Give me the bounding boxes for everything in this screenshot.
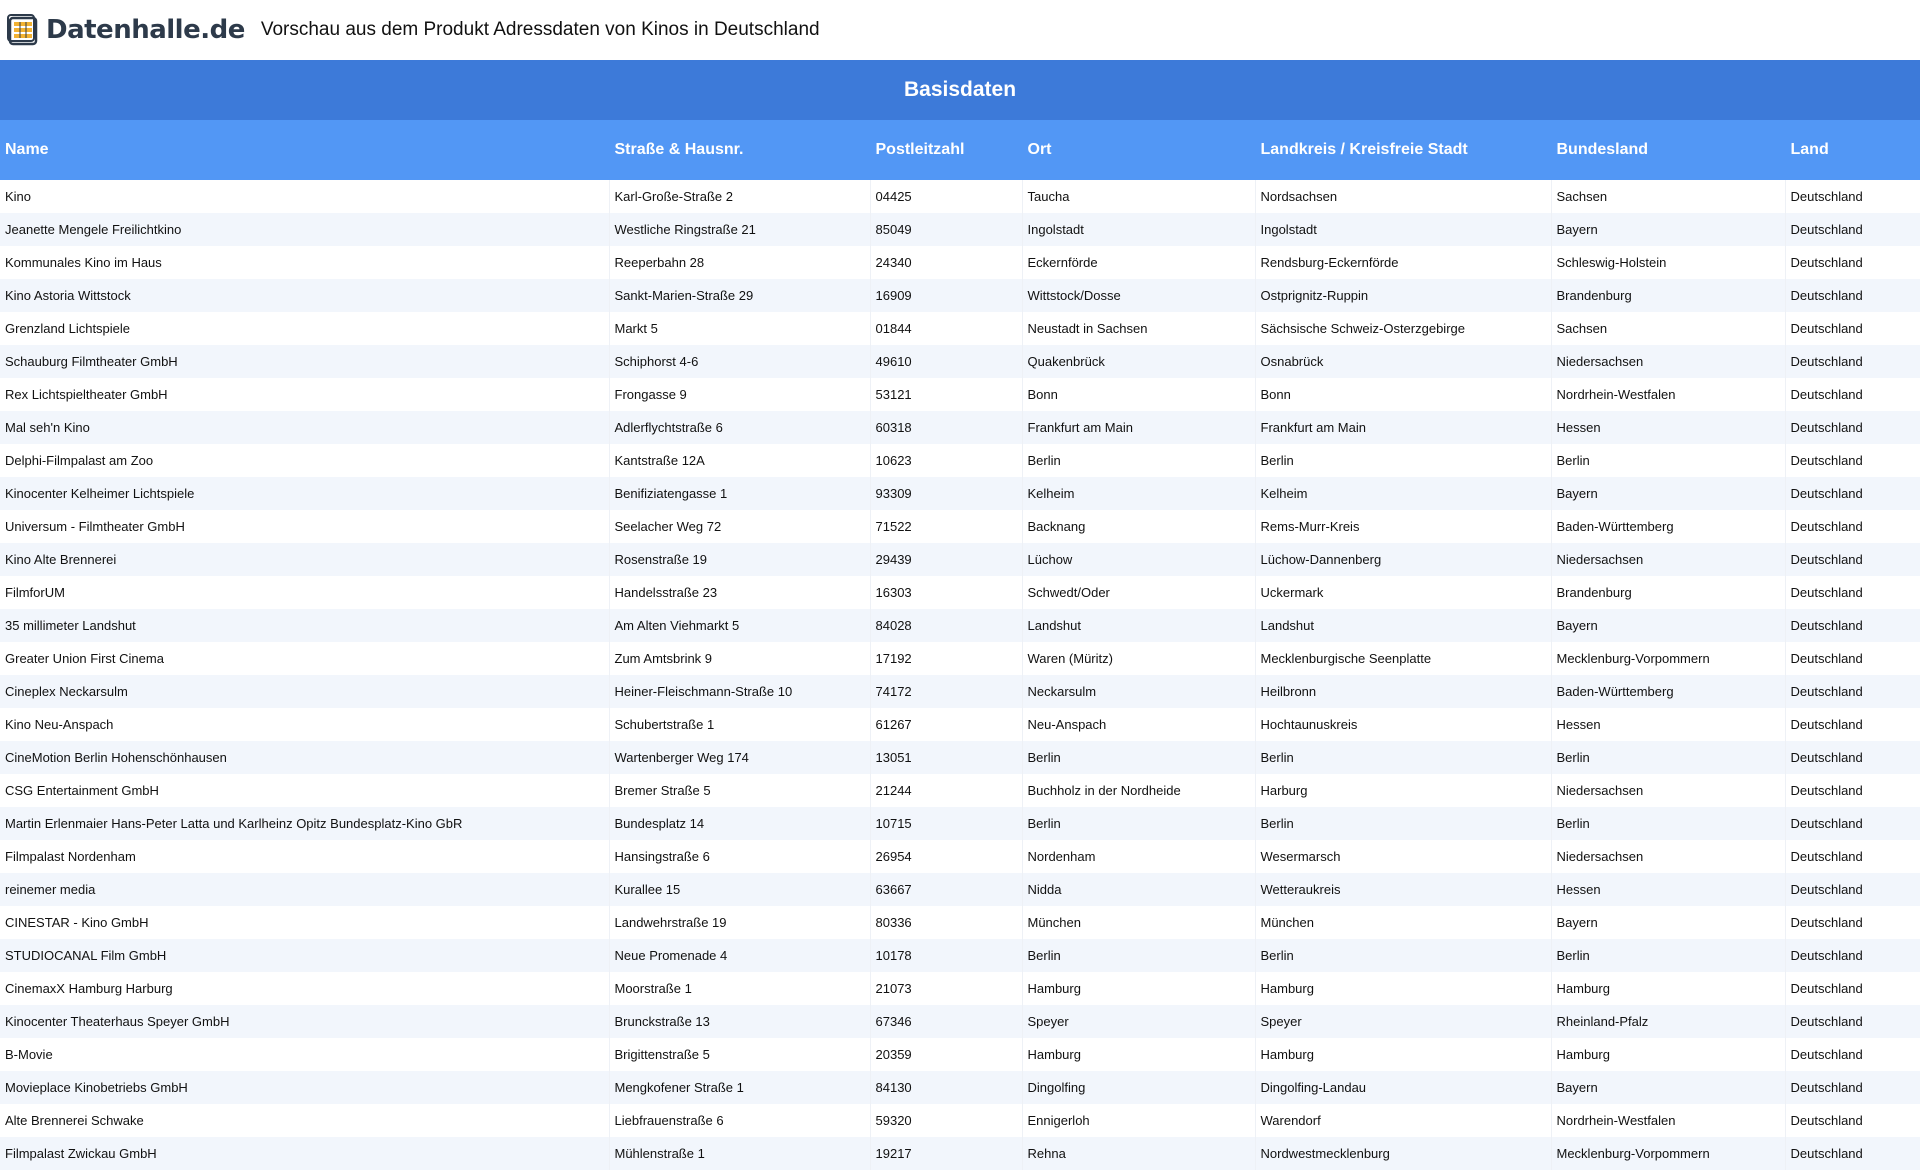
cell-name: Kommunales Kino im Haus [0, 246, 609, 279]
table-row [0, 840, 1920, 873]
cell-city: Bonn [1022, 378, 1255, 411]
cell-postcode: 16303 [870, 576, 1022, 609]
column-header-row [0, 120, 1920, 180]
cell-name: Filmpalast Zwickau GmbH [0, 1137, 609, 1170]
cell-postcode: 63667 [870, 873, 1022, 906]
cell-city: Berlin [1022, 444, 1255, 477]
cell-street: Schiphorst 4-6 [609, 345, 870, 378]
top-bar [0, 0, 1920, 60]
cell-country: Deutschland [1785, 609, 1920, 642]
cell-city: Kelheim [1022, 477, 1255, 510]
column-header-district[interactable]: Landkreis / Kreisfreie Stadt [1255, 120, 1551, 180]
cell-street: Seelacher Weg 72 [609, 510, 870, 543]
cell-street: Mengkofener Straße 1 [609, 1071, 870, 1104]
cell-district: Frankfurt am Main [1255, 411, 1551, 444]
cell-district: Lüchow-Dannenberg [1255, 543, 1551, 576]
cell-district: Nordwestmecklenburg [1255, 1137, 1551, 1170]
cell-name: Mal seh'n Kino [0, 411, 609, 444]
cell-state: Sachsen [1551, 312, 1785, 345]
cell-street: Sankt-Marien-Straße 29 [609, 279, 870, 312]
cell-country: Deutschland [1785, 939, 1920, 972]
cell-postcode: 10178 [870, 939, 1022, 972]
cell-state: Nordrhein-Westfalen [1551, 1104, 1785, 1137]
table-row [0, 873, 1920, 906]
cell-postcode: 74172 [870, 675, 1022, 708]
cell-name: Martin Erlenmaier Hans-Peter Latta und Karlheinz Opitz Bundesplatz-Kino GbR [0, 807, 609, 840]
cell-street: Adlerflychtstraße 6 [609, 411, 870, 444]
cell-street: Kantstraße 12A [609, 444, 870, 477]
cell-postcode: 10623 [870, 444, 1022, 477]
cell-postcode: 04425 [870, 180, 1022, 213]
cell-name: Delphi-Filmpalast am Zoo [0, 444, 609, 477]
column-header-street[interactable]: Straße & Hausnr. [609, 120, 870, 180]
cell-postcode: 59320 [870, 1104, 1022, 1137]
data-table-container [0, 60, 1920, 1170]
cell-street: Handelsstraße 23 [609, 576, 870, 609]
cell-city: Wittstock/Dosse [1022, 279, 1255, 312]
cell-state: Baden-Württemberg [1551, 675, 1785, 708]
cell-city: Neu-Anspach [1022, 708, 1255, 741]
cell-state: Niedersachsen [1551, 774, 1785, 807]
table-row [0, 675, 1920, 708]
cell-state: Niedersachsen [1551, 345, 1785, 378]
cell-postcode: 61267 [870, 708, 1022, 741]
cell-street: Rosenstraße 19 [609, 543, 870, 576]
cell-state: Schleswig-Holstein [1551, 246, 1785, 279]
page-title: Vorschau aus dem Produkt Adressdaten von Kinos in Deutschland [260, 19, 820, 40]
cell-postcode: 01844 [870, 312, 1022, 345]
cell-postcode: 20359 [870, 1038, 1022, 1071]
cell-name: Kino Alte Brennerei [0, 543, 609, 576]
cell-name: CineMotion Berlin Hohenschönhausen [0, 741, 609, 774]
cell-name: Filmpalast Nordenham [0, 840, 609, 873]
cell-postcode: 71522 [870, 510, 1022, 543]
cell-city: Frankfurt am Main [1022, 411, 1255, 444]
cell-postcode: 26954 [870, 840, 1022, 873]
cell-street: Karl-Große-Straße 2 [609, 180, 870, 213]
cell-city: Backnang [1022, 510, 1255, 543]
table-row [0, 1137, 1920, 1170]
cell-city: Buchholz in der Nordheide [1022, 774, 1255, 807]
cell-city: Waren (Müritz) [1022, 642, 1255, 675]
cell-district: Rems-Murr-Kreis [1255, 510, 1551, 543]
table-row [0, 1005, 1920, 1038]
cell-city: Hamburg [1022, 972, 1255, 1005]
cell-postcode: 16909 [870, 279, 1022, 312]
table-row [0, 279, 1920, 312]
cell-street: Brigittenstraße 5 [609, 1038, 870, 1071]
table-row [0, 642, 1920, 675]
cell-name: Kino [0, 180, 609, 213]
cell-postcode: 21073 [870, 972, 1022, 1005]
cell-postcode: 10715 [870, 807, 1022, 840]
cell-country: Deutschland [1785, 411, 1920, 444]
cell-country: Deutschland [1785, 378, 1920, 411]
cell-name: CSG Entertainment GmbH [0, 774, 609, 807]
cell-name: Universum - Filmtheater GmbH [0, 510, 609, 543]
data-table [0, 60, 1920, 1170]
logo-text: Datenhalle.de [46, 15, 245, 45]
cell-country: Deutschland [1785, 1005, 1920, 1038]
cell-postcode: 80336 [870, 906, 1022, 939]
cell-state: Hamburg [1551, 972, 1785, 1005]
cell-district: Heilbronn [1255, 675, 1551, 708]
cell-country: Deutschland [1785, 213, 1920, 246]
cell-country: Deutschland [1785, 1104, 1920, 1137]
cell-district: Warendorf [1255, 1104, 1551, 1137]
table-row [0, 312, 1920, 345]
table-row [0, 609, 1920, 642]
cell-state: Hessen [1551, 873, 1785, 906]
cell-district: Hamburg [1255, 972, 1551, 1005]
cell-name: Rex Lichtspieltheater GmbH [0, 378, 609, 411]
column-header-country[interactable]: Land [1785, 120, 1920, 180]
cell-city: Hamburg [1022, 1038, 1255, 1071]
cell-country: Deutschland [1785, 741, 1920, 774]
cell-country: Deutschland [1785, 477, 1920, 510]
cell-state: Rheinland-Pfalz [1551, 1005, 1785, 1038]
cell-city: Lüchow [1022, 543, 1255, 576]
cell-country: Deutschland [1785, 345, 1920, 378]
cell-district: Sächsische Schweiz-Osterzgebirge [1255, 312, 1551, 345]
cell-district: Berlin [1255, 939, 1551, 972]
cell-city: Neckarsulm [1022, 675, 1255, 708]
table-row [0, 774, 1920, 807]
cell-country: Deutschland [1785, 873, 1920, 906]
cell-country: Deutschland [1785, 1038, 1920, 1071]
cell-street: Mühlenstraße 1 [609, 1137, 870, 1170]
cell-country: Deutschland [1785, 576, 1920, 609]
cell-city: Eckernförde [1022, 246, 1255, 279]
cell-postcode: 53121 [870, 378, 1022, 411]
table-row [0, 972, 1920, 1005]
cell-name: B-Movie [0, 1038, 609, 1071]
cell-name: Grenzland Lichtspiele [0, 312, 609, 345]
cell-country: Deutschland [1785, 246, 1920, 279]
cell-state: Bayern [1551, 609, 1785, 642]
cell-postcode: 85049 [870, 213, 1022, 246]
cell-district: Landshut [1255, 609, 1551, 642]
cell-street: Benifiziatengasse 1 [609, 477, 870, 510]
cell-street: Heiner-Fleischmann-Straße 10 [609, 675, 870, 708]
cell-state: Niedersachsen [1551, 840, 1785, 873]
table-row [0, 378, 1920, 411]
cell-district: Kelheim [1255, 477, 1551, 510]
table-row [0, 1071, 1920, 1104]
cell-state: Bayern [1551, 1071, 1785, 1104]
cell-city: München [1022, 906, 1255, 939]
cell-street: Zum Amtsbrink 9 [609, 642, 870, 675]
cell-name: Kinocenter Theaterhaus Speyer GmbH [0, 1005, 609, 1038]
cell-district: Wetteraukreis [1255, 873, 1551, 906]
table-row [0, 543, 1920, 576]
cell-state: Hessen [1551, 708, 1785, 741]
cell-street: Bundesplatz 14 [609, 807, 870, 840]
cell-district: Rendsburg-Eckernförde [1255, 246, 1551, 279]
cell-district: Wesermarsch [1255, 840, 1551, 873]
cell-country: Deutschland [1785, 312, 1920, 345]
cell-street: Frongasse 9 [609, 378, 870, 411]
table-row [0, 213, 1920, 246]
table-row [0, 741, 1920, 774]
cell-state: Berlin [1551, 741, 1785, 774]
cell-country: Deutschland [1785, 642, 1920, 675]
cell-city: Berlin [1022, 939, 1255, 972]
cell-name: Jeanette Mengele Freilichtkino [0, 213, 609, 246]
table-row [0, 807, 1920, 840]
cell-district: Speyer [1255, 1005, 1551, 1038]
table-row [0, 411, 1920, 444]
cell-postcode: 29439 [870, 543, 1022, 576]
cell-name: Schauburg Filmtheater GmbH [0, 345, 609, 378]
cell-city: Ennigerloh [1022, 1104, 1255, 1137]
cell-name: Kinocenter Kelheimer Lichtspiele [0, 477, 609, 510]
cell-district: Berlin [1255, 444, 1551, 477]
cell-name: 35 millimeter Landshut [0, 609, 609, 642]
cell-country: Deutschland [1785, 708, 1920, 741]
cell-country: Deutschland [1785, 279, 1920, 312]
cell-country: Deutschland [1785, 1071, 1920, 1104]
cell-country: Deutschland [1785, 180, 1920, 213]
cell-state: Niedersachsen [1551, 543, 1785, 576]
cell-street: Reeperbahn 28 [609, 246, 870, 279]
cell-country: Deutschland [1785, 1137, 1920, 1170]
cell-postcode: 84028 [870, 609, 1022, 642]
cell-street: Bremer Straße 5 [609, 774, 870, 807]
cell-name: Kino Neu-Anspach [0, 708, 609, 741]
cell-state: Bayern [1551, 906, 1785, 939]
cell-city: Ingolstadt [1022, 213, 1255, 246]
cell-state: Bayern [1551, 477, 1785, 510]
cell-name: reinemer media [0, 873, 609, 906]
table-row [0, 510, 1920, 543]
cell-state: Brandenburg [1551, 279, 1785, 312]
table-row [0, 708, 1920, 741]
cell-district: Berlin [1255, 741, 1551, 774]
cell-name: STUDIOCANAL Film GmbH [0, 939, 609, 972]
cell-district: Harburg [1255, 774, 1551, 807]
cell-city: Speyer [1022, 1005, 1255, 1038]
cell-district: Uckermark [1255, 576, 1551, 609]
cell-postcode: 49610 [870, 345, 1022, 378]
cell-district: München [1255, 906, 1551, 939]
cell-street: Brunckstraße 13 [609, 1005, 870, 1038]
cell-street: Markt 5 [609, 312, 870, 345]
cell-street: Hansingstraße 6 [609, 840, 870, 873]
cell-state: Baden-Württemberg [1551, 510, 1785, 543]
cell-district: Hochtaunuskreis [1255, 708, 1551, 741]
cell-postcode: 67346 [870, 1005, 1022, 1038]
table-row [0, 246, 1920, 279]
cell-state: Berlin [1551, 939, 1785, 972]
cell-state: Mecklenburg-Vorpommern [1551, 642, 1785, 675]
cell-city: Quakenbrück [1022, 345, 1255, 378]
logo[interactable] [6, 10, 245, 50]
table-row [0, 345, 1920, 378]
cell-state: Mecklenburg-Vorpommern [1551, 1137, 1785, 1170]
cell-street: Neue Promenade 4 [609, 939, 870, 972]
cell-street: Wartenberger Weg 174 [609, 741, 870, 774]
cell-name: Cineplex Neckarsulm [0, 675, 609, 708]
table-body [0, 180, 1920, 1170]
cell-district: Osnabrück [1255, 345, 1551, 378]
table-row [0, 906, 1920, 939]
cell-name: Movieplace Kinobetriebs GmbH [0, 1071, 609, 1104]
cell-city: Schwedt/Oder [1022, 576, 1255, 609]
cell-street: Am Alten Viehmarkt 5 [609, 609, 870, 642]
cell-country: Deutschland [1785, 807, 1920, 840]
cell-street: Schubertstraße 1 [609, 708, 870, 741]
table-row [0, 1104, 1920, 1137]
cell-name: CINESTAR - Kino GmbH [0, 906, 609, 939]
column-header-city[interactable]: Ort [1022, 120, 1255, 180]
cell-country: Deutschland [1785, 906, 1920, 939]
cell-postcode: 17192 [870, 642, 1022, 675]
column-group-row [0, 60, 1920, 120]
cell-street: Liebfrauenstraße 6 [609, 1104, 870, 1137]
cell-state: Berlin [1551, 444, 1785, 477]
cell-state: Nordrhein-Westfalen [1551, 378, 1785, 411]
cell-country: Deutschland [1785, 444, 1920, 477]
cell-district: Hamburg [1255, 1038, 1551, 1071]
cell-name: FilmforUM [0, 576, 609, 609]
cell-district: Bonn [1255, 378, 1551, 411]
cell-country: Deutschland [1785, 675, 1920, 708]
table-row [0, 576, 1920, 609]
cell-city: Dingolfing [1022, 1071, 1255, 1104]
cell-name: Greater Union First Cinema [0, 642, 609, 675]
cell-postcode: 19217 [870, 1137, 1022, 1170]
cell-postcode: 93309 [870, 477, 1022, 510]
cell-state: Bayern [1551, 213, 1785, 246]
column-header-name[interactable]: Name [0, 120, 609, 180]
cell-city: Taucha [1022, 180, 1255, 213]
cell-city: Berlin [1022, 807, 1255, 840]
cell-postcode: 21244 [870, 774, 1022, 807]
table-row [0, 939, 1920, 972]
cell-country: Deutschland [1785, 510, 1920, 543]
cell-name: Kino Astoria Wittstock [0, 279, 609, 312]
cell-city: Nordenham [1022, 840, 1255, 873]
cell-district: Ostprignitz-Ruppin [1255, 279, 1551, 312]
cell-postcode: 13051 [870, 741, 1022, 774]
cell-district: Mecklenburgische Seenplatte [1255, 642, 1551, 675]
cell-country: Deutschland [1785, 774, 1920, 807]
cell-name: CinemaxX Hamburg Harburg [0, 972, 609, 1005]
cell-state: Brandenburg [1551, 576, 1785, 609]
cell-state: Sachsen [1551, 180, 1785, 213]
cell-district: Berlin [1255, 807, 1551, 840]
cell-district: Dingolfing-Landau [1255, 1071, 1551, 1104]
cell-city: Rehna [1022, 1137, 1255, 1170]
cell-country: Deutschland [1785, 972, 1920, 1005]
cell-district: Nordsachsen [1255, 180, 1551, 213]
logo-icon [6, 12, 42, 48]
table-row [0, 477, 1920, 510]
cell-name: Alte Brennerei Schwake [0, 1104, 609, 1137]
table-row [0, 444, 1920, 477]
cell-state: Hamburg [1551, 1038, 1785, 1071]
cell-country: Deutschland [1785, 840, 1920, 873]
cell-city: Landshut [1022, 609, 1255, 642]
column-group-basisdaten: Basisdaten [0, 60, 1920, 120]
cell-city: Berlin [1022, 741, 1255, 774]
cell-street: Moorstraße 1 [609, 972, 870, 1005]
cell-street: Westliche Ringstraße 21 [609, 213, 870, 246]
cell-state: Berlin [1551, 807, 1785, 840]
cell-street: Landwehrstraße 19 [609, 906, 870, 939]
cell-state: Hessen [1551, 411, 1785, 444]
cell-city: Nidda [1022, 873, 1255, 906]
cell-city: Neustadt in Sachsen [1022, 312, 1255, 345]
column-header-state[interactable]: Bundesland [1551, 120, 1785, 180]
cell-street: Kurallee 15 [609, 873, 870, 906]
column-header-postcode[interactable]: Postleitzahl [870, 120, 1022, 180]
cell-postcode: 60318 [870, 411, 1022, 444]
table-row [0, 1038, 1920, 1071]
cell-district: Ingolstadt [1255, 213, 1551, 246]
table-row [0, 180, 1920, 213]
cell-postcode: 24340 [870, 246, 1022, 279]
cell-postcode: 84130 [870, 1071, 1022, 1104]
cell-country: Deutschland [1785, 543, 1920, 576]
